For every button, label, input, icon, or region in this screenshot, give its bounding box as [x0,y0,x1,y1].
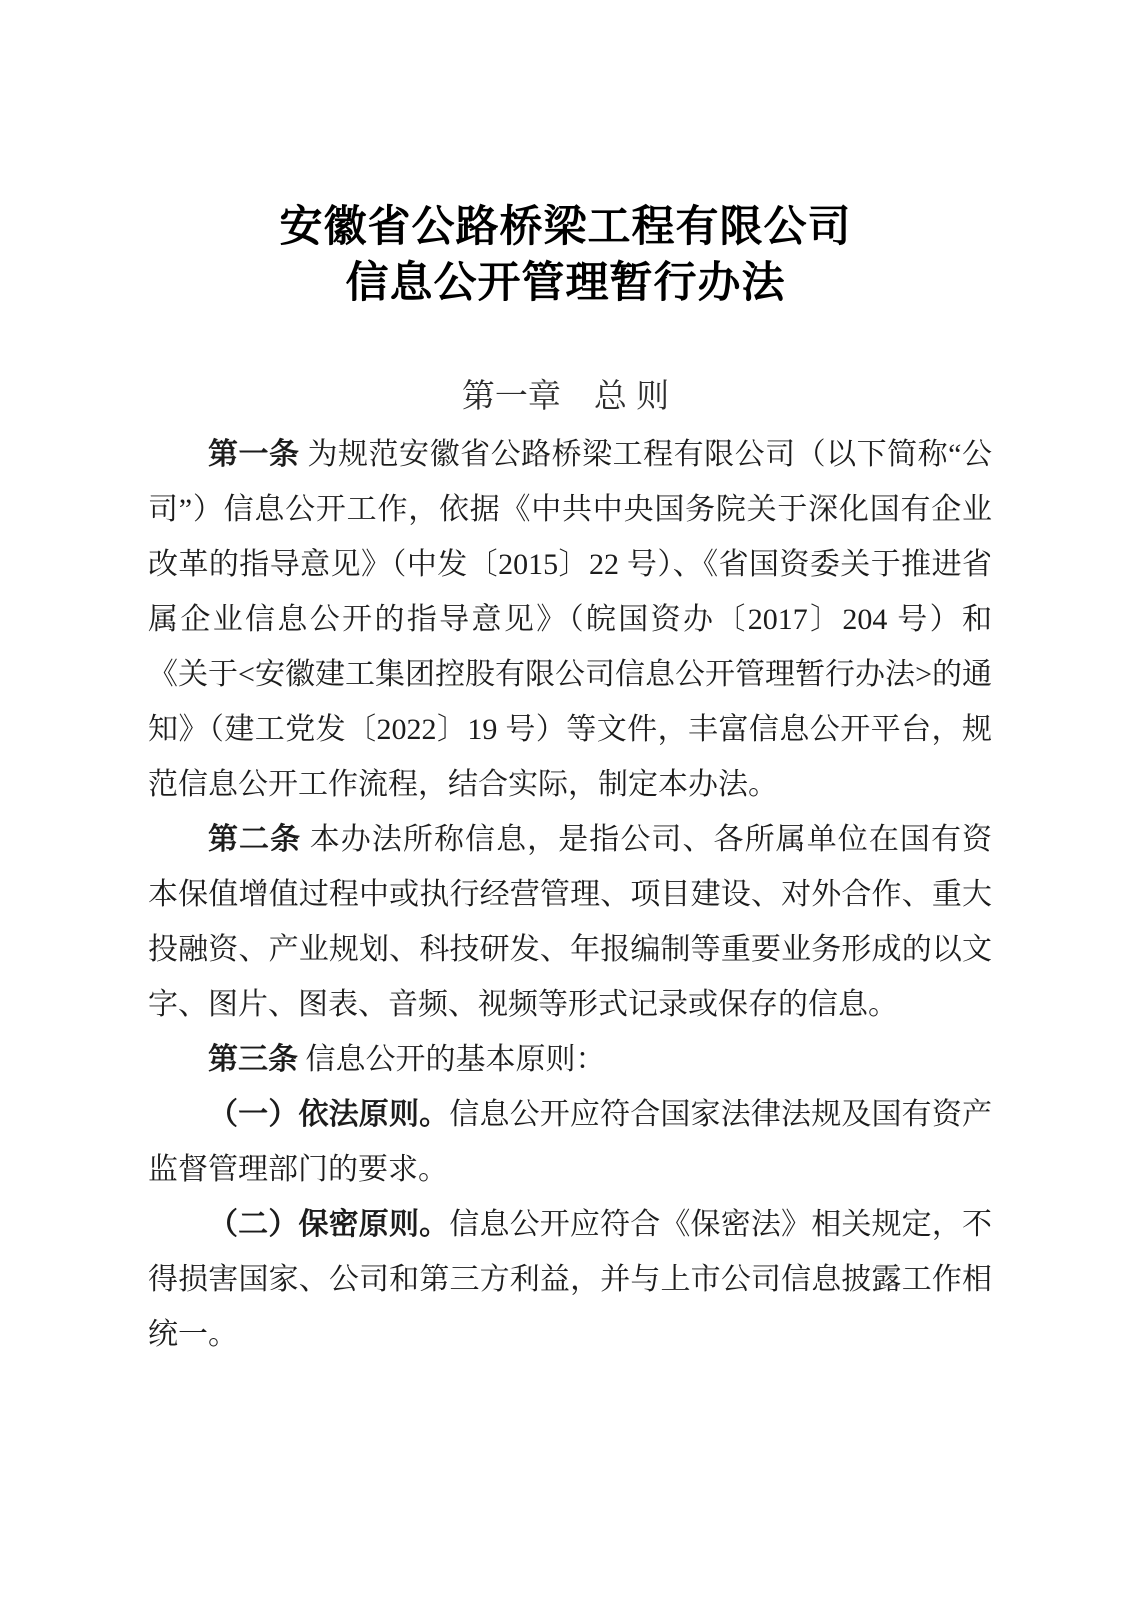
chapter-heading: 第一章 总 则 [461,377,670,414]
paragraph-text: 本办法所称信息，是指公司、各所属单位在国有资本保值增值过程中或执行经营管理、项目建设、对外合作、重大投融资、产业规划、科技研发、年报编制等重要业务形成的以文字、图片、图表、音频、视频等形式记录或保存的信息。 [148,823,993,1021]
paragraph-text: 信息公开的基本原则： [298,1043,606,1076]
paragraph-text: 信息公开应符合国家法律法规及国有资产监督管理部门的要求。 [148,1098,993,1186]
document-body [148,427,992,1362]
paragraph-lead: 第二条 [208,823,302,856]
paragraph [148,427,992,812]
paragraph-lead: 第一条 [208,438,300,471]
paragraph [148,1087,992,1197]
paragraph-text: 为规范安徽省公路桥梁工程有限公司（以下简称“公司”）信息公开工作，依据《中共中央国务院关于深化国有企业改革的指导意见》（中发〔2015〕22 号）、《省国资委关于推进省属企业信息公开的指导意见》（皖国资办〔2017〕204 号）和《关于<安徽建工集团控股有限公司信息公开管理暂行办法>的通知》（建工党发〔2022〕19 号）等文件，丰富信息公开平台，规范信息公开工作流程，结合实际，制定本办法。 [148,438,992,801]
document-title [0,200,1131,312]
paragraph-lead: （一）依法原则。 [208,1098,450,1131]
paragraph-lead: 第三条 [208,1043,298,1076]
document-title-line2: 信息公开管理暂行办法 [345,260,786,307]
paragraph-lead: （二）保密原则。 [208,1208,450,1241]
paragraph [148,812,992,1032]
document-title-line1: 安徽省公路桥梁工程有限公司 [279,204,852,251]
paragraph-text: 信息公开应符合《保密法》相关规定，不得损害国家、公司和第三方利益，并与上市公司信息披露工作相统一。 [148,1208,993,1351]
paragraph [148,1197,992,1362]
paragraph [148,1032,992,1087]
